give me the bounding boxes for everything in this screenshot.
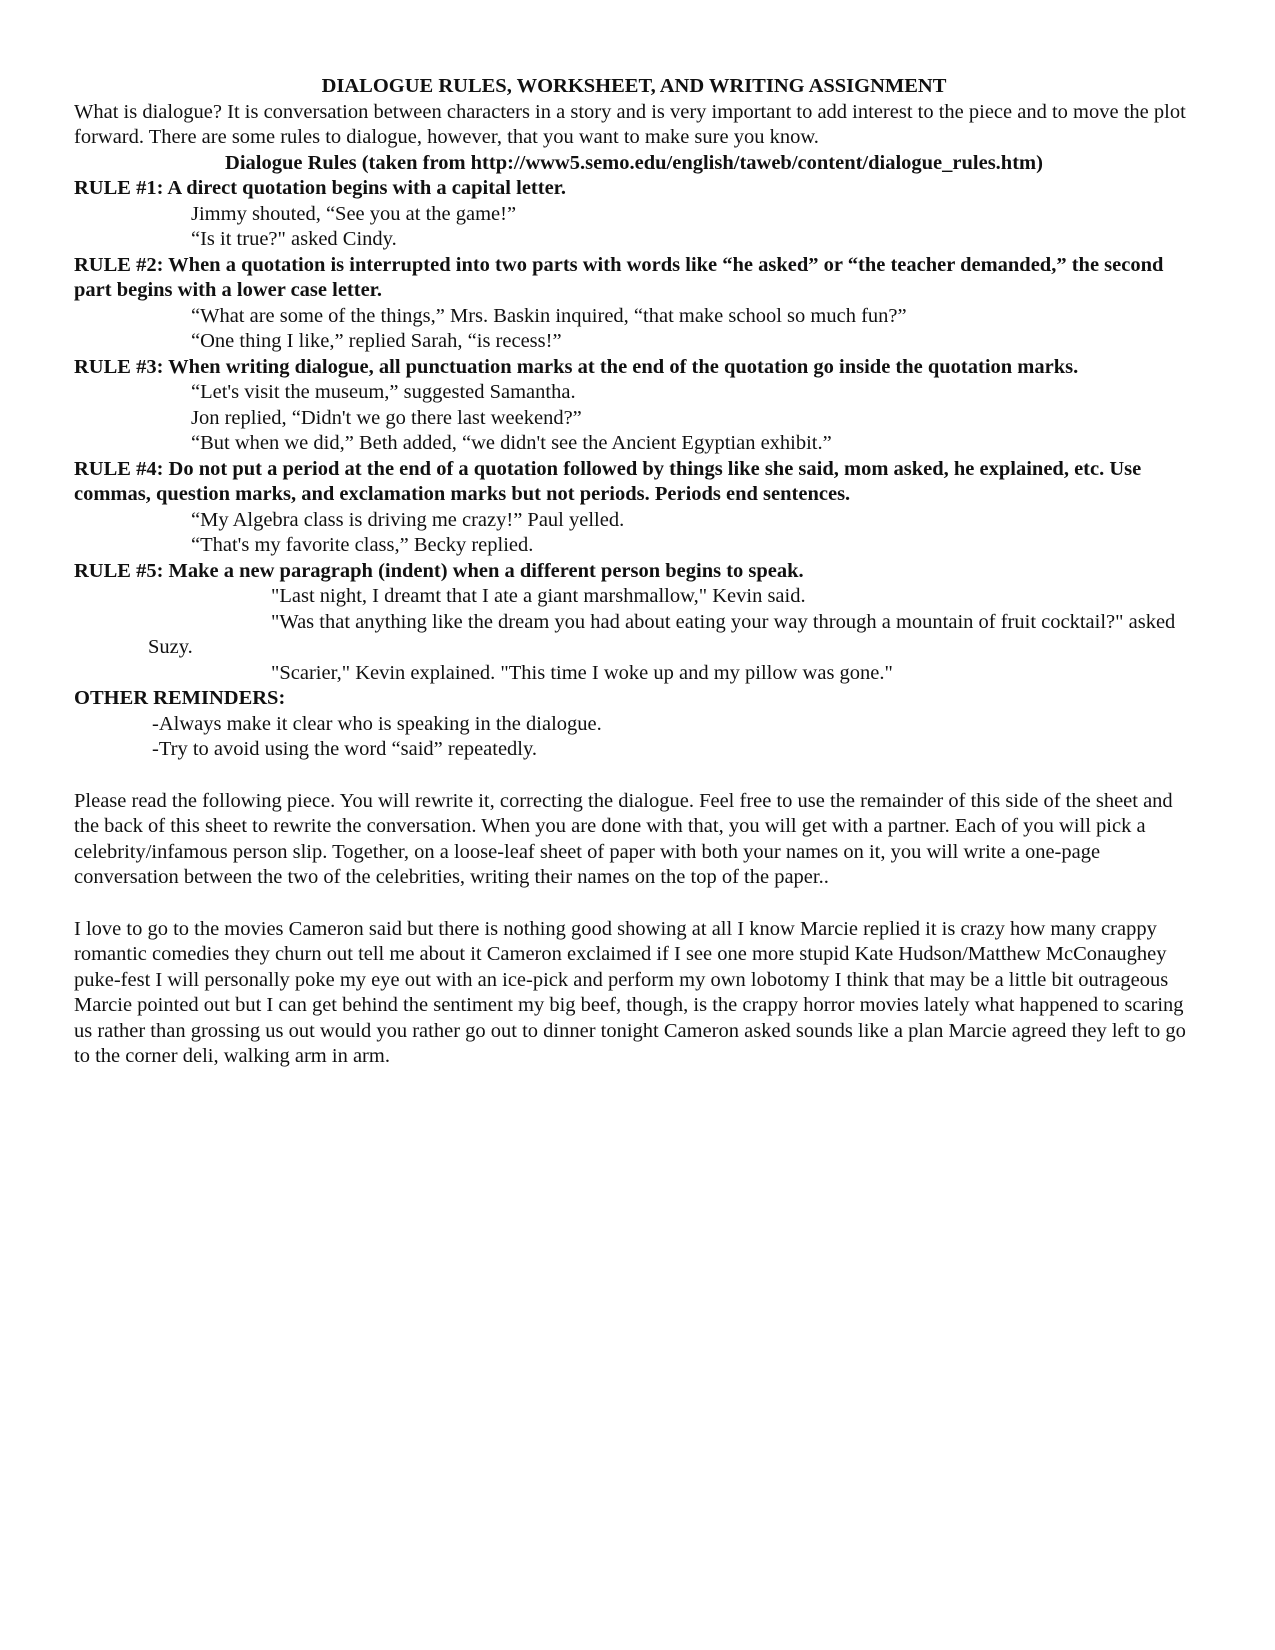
rule-5-example: "Was that anything like the dream you had about eating your way through a mountain of fruit cocktail?" asked Suzy. bbox=[148, 610, 1176, 658]
spacer bbox=[74, 891, 1194, 917]
rule-4-example: “That's my favorite class,” Becky replied. bbox=[191, 534, 534, 556]
rule-2: RULE #2: When a quotation is interrupted into two parts with words like “he asked” or “the teacher demanded,” the second part begins with a lower case letter. bbox=[74, 253, 1164, 301]
rule-3: RULE #3: When writing dialogue, all punctuation marks at the end of the quotation go inside the quotation marks. bbox=[74, 355, 1079, 378]
reminder-item: -Try to avoid using the word “said” repeatedly. bbox=[152, 738, 538, 760]
spacer bbox=[74, 763, 1194, 789]
rule-3-example: “Let's visit the museum,” suggested Samantha. bbox=[191, 381, 576, 403]
rule-4: RULE #4: Do not put a period at the end of a quotation followed by things like she said, mom asked, he explained, etc. Use commas, question marks, and exclamation marks but not periods. Periods end sentences. bbox=[74, 457, 1142, 505]
rule-3-example: Jon replied, “Didn't we go there last weekend?” bbox=[191, 406, 582, 429]
rules-heading: Dialogue Rules (taken from http://www5.semo.edu/english/taweb/content/dialogue_rules.htm) bbox=[225, 151, 1043, 174]
rule-2-example: “One thing I like,” replied Sarah, “is recess!” bbox=[191, 330, 562, 352]
rule-1: RULE #1: A direct quotation begins with a capital letter. bbox=[74, 177, 567, 199]
rule-4-example: “My Algebra class is driving me crazy!” Paul yelled. bbox=[191, 508, 625, 531]
rule-1-example: Jimmy shouted, “See you at the game!” bbox=[191, 202, 517, 225]
reminder-item: -Always make it clear who is speaking in the dialogue. bbox=[152, 712, 602, 735]
worksheet-page bbox=[74, 74, 1194, 1070]
instructions-paragraph: Please read the following piece. You will rewrite it, correcting the dialogue. Feel free to use the remainder of this side of the sheet and the back of this sheet to rewrite the conversation. When you are done with that, you will get with a partner. Each of you will pick a celebrity/infamous person slip. Together, on a loose-leaf sheet of paper with both your names on it, you will write a one-page conversation between the two of the celebrities, writing their names on the top of the paper.. bbox=[74, 789, 1173, 888]
rule-2-example: “What are some of the things,” Mrs. Baskin inquired, “that make school so much fun?” bbox=[191, 304, 907, 327]
rule-5-example: "Scarier," Kevin explained. "This time I woke up and my pillow was gone." bbox=[271, 661, 893, 684]
reminders-heading: OTHER REMINDERS: bbox=[74, 687, 286, 709]
page-title: DIALOGUE RULES, WORKSHEET, AND WRITING ASSIGNMENT bbox=[321, 75, 947, 97]
rule-3-example: “But when we did,” Beth added, “we didn't see the Ancient Egyptian exhibit.” bbox=[191, 432, 832, 454]
rule-5: RULE #5: Make a new paragraph (indent) when a different person begins to speak. bbox=[74, 559, 804, 582]
intro-paragraph: What is dialogue? It is conversation between characters in a story and is very important to add interest to the piece and to move the plot forward. There are some rules to dialogue, however, that you want to make sure you know. bbox=[74, 100, 1186, 148]
rule-5-example: "Last night, I dreamt that I ate a giant marshmallow," Kevin said. bbox=[271, 585, 806, 607]
dialogue-passage: I love to go to the movies Cameron said but there is nothing good showing at all I know Marcie replied it is crazy how many crappy romantic comedies they churn out tell me about it Cameron exclaimed if I see one more stupid Kate Hudson/Matthew McConaughey puke-fest I will personally poke my eye out with an ice-pick and perform my own lobotomy I think that may be a little bit outrageous Marcie pointed out but I can get behind the sentiment my big beef, though, is the crappy horror movies lately what happened to scaring us rather than grossing us out would you rather go out to dinner tonight Cameron asked sounds like a plan Marcie agreed they left to go to the corner deli, walking arm in arm. bbox=[74, 917, 1186, 1067]
rule-1-example: “Is it true?" asked Cindy. bbox=[191, 228, 397, 250]
